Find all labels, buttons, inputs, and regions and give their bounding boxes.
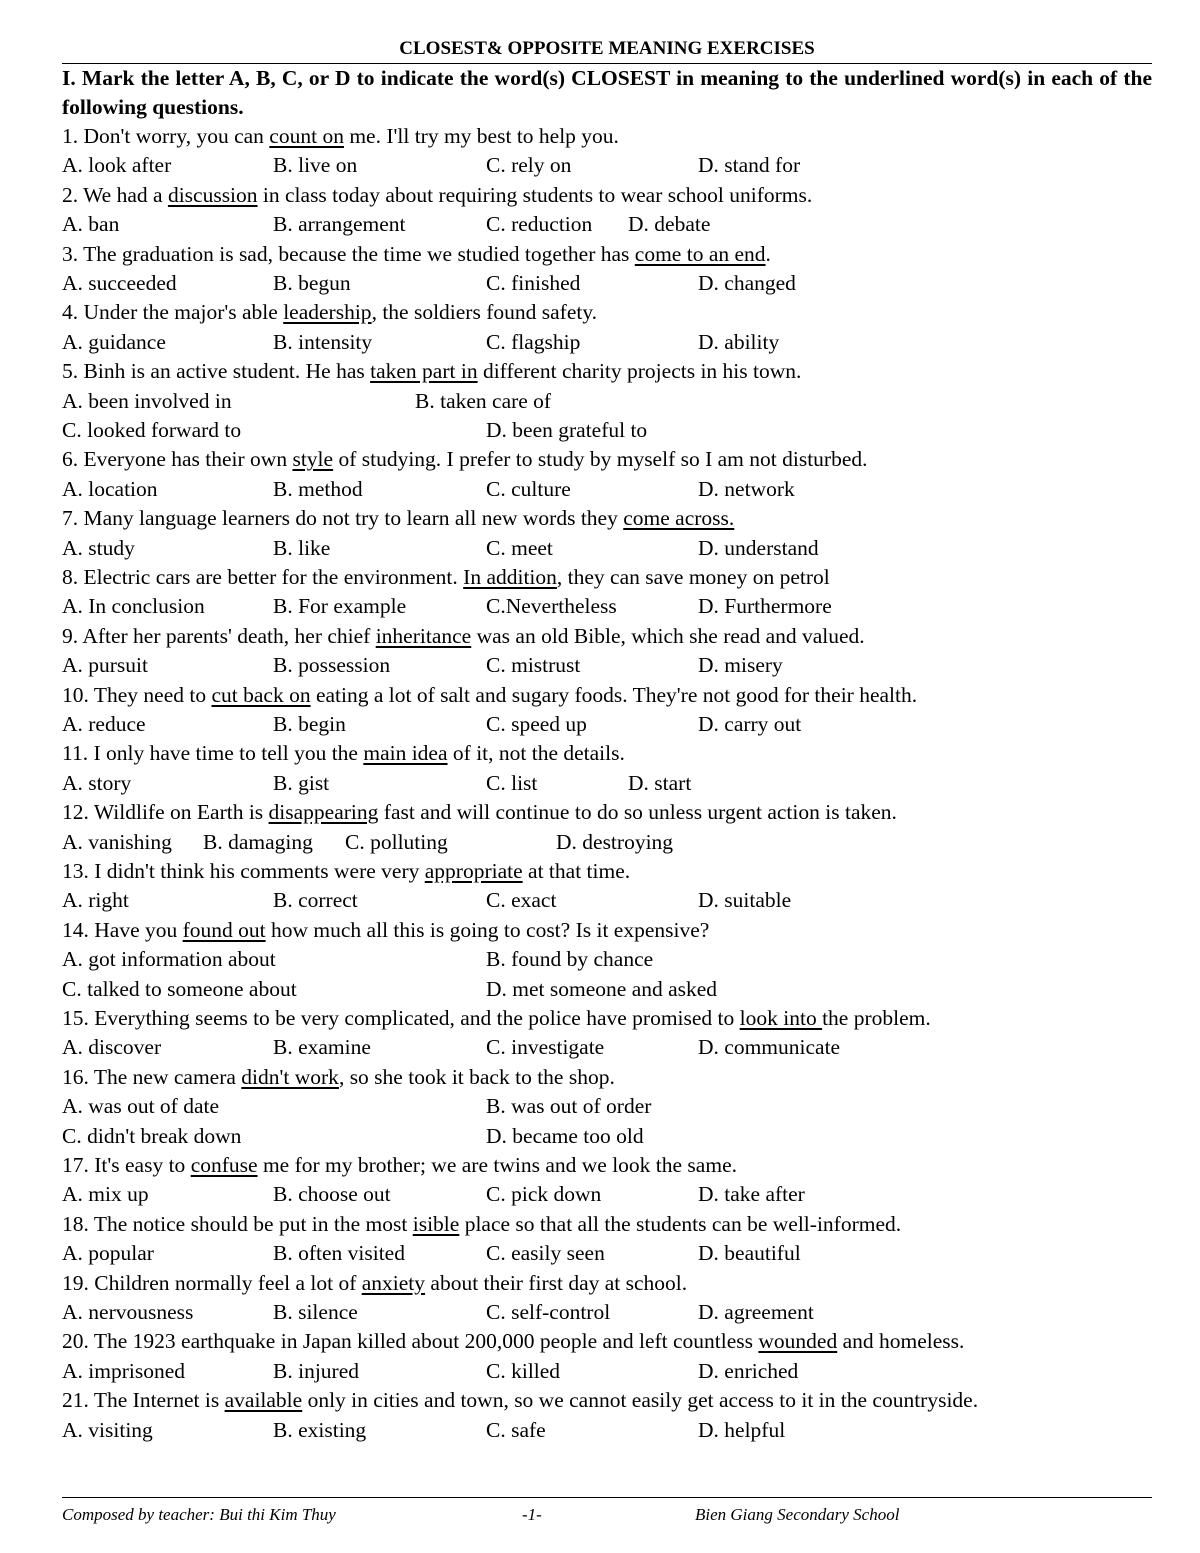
underlined-word: discussion <box>167 182 258 207</box>
answer-option[interactable]: B. injured <box>273 1358 359 1383</box>
answer-option[interactable]: C. looked forward to <box>62 417 242 442</box>
answer-option[interactable]: A. been involved in <box>62 388 232 413</box>
question-text: 21. The Internet is <box>62 1388 225 1413</box>
answer-option[interactable]: C. polluting <box>345 829 448 854</box>
underlined-word: disappearing <box>268 800 379 825</box>
question-text: 13. I didn't think his comments were very <box>62 858 425 883</box>
question-text: how much all this is going to cost? Is it expensive? <box>265 917 710 942</box>
question-stem <box>62 1151 1152 1180</box>
question-text: at that time. <box>522 858 631 883</box>
answer-option[interactable]: C. self-control <box>486 1299 611 1324</box>
answer-option[interactable]: C. speed up <box>486 711 587 736</box>
question-text: 8. Electric cars are better for the environment. <box>62 564 464 589</box>
answer-options <box>62 769 1152 798</box>
answer-option[interactable]: D. start <box>628 770 692 795</box>
answer-options <box>62 1357 1152 1386</box>
answer-option[interactable]: C. exact <box>486 888 557 913</box>
answer-option[interactable]: A. visiting <box>62 1417 153 1442</box>
question-list <box>62 122 1152 1445</box>
underlined-word: cut back on <box>211 682 311 707</box>
answer-option[interactable]: D. take after <box>698 1182 805 1207</box>
answer-options <box>62 328 1152 357</box>
underlined-word: appropriate <box>424 858 523 883</box>
answer-options <box>62 1298 1152 1327</box>
answer-option[interactable]: C.Nevertheless <box>486 594 617 619</box>
answer-option[interactable]: B. intensity <box>273 329 373 354</box>
answer-option[interactable]: B. begin <box>273 711 346 736</box>
underlined-word: isible <box>412 1211 460 1236</box>
document-page <box>62 36 1152 1445</box>
answer-option[interactable]: B. live on <box>273 153 358 178</box>
question-stem <box>62 1210 1152 1239</box>
answer-option[interactable]: A. imprisoned <box>62 1358 186 1383</box>
answer-option[interactable]: A. right <box>62 888 129 913</box>
answer-option[interactable]: C. investigate <box>486 1035 605 1060</box>
answer-option[interactable]: D. helpful <box>698 1417 786 1442</box>
question-text: of studying. I prefer to study by myself so I am not disturbed. <box>333 447 868 472</box>
question-text: 3. The graduation is sad, because the time we studied together has <box>62 241 635 266</box>
question-text: me for my brother; we are twins and we look the same. <box>257 1152 737 1177</box>
answer-option[interactable]: D. enriched <box>698 1358 799 1383</box>
answer-options <box>62 975 1152 1004</box>
answer-options <box>62 886 1152 915</box>
question-stem <box>62 1269 1152 1298</box>
answer-options <box>62 534 1152 563</box>
answer-options <box>62 1239 1152 1268</box>
answer-option[interactable]: C. easily seen <box>486 1241 605 1266</box>
answer-option[interactable]: D. destroying <box>556 829 674 854</box>
answer-option[interactable]: D. misery <box>698 653 783 678</box>
question-text: 7. Many language learners do not try to learn all new words they <box>62 506 624 531</box>
answer-option[interactable]: B. choose out <box>273 1182 391 1207</box>
answer-option[interactable]: A. guidance <box>62 329 166 354</box>
answer-option[interactable]: D. became too old <box>486 1123 644 1148</box>
answer-option[interactable]: A. discover <box>62 1035 162 1060</box>
answer-options <box>62 1033 1152 1062</box>
underlined-word: available <box>224 1388 303 1413</box>
answer-option[interactable]: D. suitable <box>698 888 792 913</box>
section-instruction: I. Mark the letter A, B, C, or D to indicate the word(s) CLOSEST in meaning to the underlined word(s) in each of the following questions. <box>62 66 1152 119</box>
answer-option[interactable]: A. story <box>62 770 132 795</box>
answer-options <box>62 651 1152 680</box>
answer-option[interactable]: B. found by chance <box>486 947 654 972</box>
question-text: only in cities and town, so we cannot easily get access to it in the countryside. <box>302 1388 979 1413</box>
answer-option[interactable]: A. ban <box>62 212 120 237</box>
answer-options <box>62 269 1152 298</box>
answer-option[interactable]: A. location <box>62 476 158 501</box>
answer-option[interactable]: A. reduce <box>62 711 146 736</box>
footer-page-number: -1- <box>522 1505 542 1524</box>
page-footer <box>62 1497 1152 1524</box>
question-stem <box>62 563 1152 592</box>
answer-option[interactable]: B. taken care of <box>415 388 552 413</box>
answer-options <box>62 945 1152 974</box>
answer-options <box>62 1180 1152 1209</box>
question-stem <box>62 739 1152 768</box>
question-text: 18. The notice should be put in the most <box>62 1211 413 1236</box>
answer-options <box>62 416 1152 445</box>
question-text: 17. It's easy to <box>62 1152 191 1177</box>
underlined-word: look into <box>739 1005 823 1030</box>
underlined-word: wounded <box>758 1329 838 1354</box>
underlined-word: come across. <box>623 506 735 531</box>
answer-option[interactable]: B. begun <box>273 271 351 295</box>
answer-options <box>62 828 1152 857</box>
question-text: fast and will continue to do so unless urgent action is taken. <box>378 800 897 825</box>
question-text: different charity projects in his town. <box>477 359 802 384</box>
answer-options <box>62 387 1152 416</box>
underlined-word: taken part in <box>370 359 478 384</box>
footer-school: Bien Giang Secondary School <box>695 1505 900 1524</box>
question-text: , so she took it back to the shop. <box>338 1064 615 1089</box>
underlined-word: count on <box>269 124 344 148</box>
answer-option[interactable]: B. possession <box>273 653 391 678</box>
underlined-word: found out <box>182 917 266 942</box>
underlined-word: anxiety <box>361 1270 426 1295</box>
question-stem <box>62 504 1152 533</box>
answer-option[interactable]: A. pursuit <box>62 653 148 678</box>
answer-option[interactable]: C. pick down <box>486 1182 602 1207</box>
answer-option[interactable]: D. met someone and asked <box>486 976 718 1001</box>
question-text: 9. After her parents' death, her chief <box>62 623 376 648</box>
question-stem <box>62 681 1152 710</box>
answer-option[interactable]: B. often visited <box>273 1241 405 1266</box>
answer-option[interactable]: B. examine <box>273 1035 371 1060</box>
answer-options <box>62 210 1152 239</box>
question-text: in class today about requiring students to wear school uniforms. <box>257 182 813 207</box>
answer-option[interactable]: A. study <box>62 535 135 560</box>
question-text: 14. Have you <box>62 917 183 942</box>
question-stem <box>62 1327 1152 1356</box>
answer-option[interactable]: C. reduction <box>486 212 593 237</box>
question-stem <box>62 240 1152 269</box>
question-stem <box>62 857 1152 886</box>
question-text: place so that all the students can be well-informed. <box>459 1211 902 1236</box>
answer-option[interactable]: B. arrangement <box>273 212 406 237</box>
answer-option[interactable]: B. silence <box>273 1299 358 1324</box>
question-stem <box>62 181 1152 210</box>
question-text: 6. Everyone has their own <box>62 447 293 472</box>
question-stem <box>62 798 1152 827</box>
question-text: of it, not the details. <box>447 741 625 766</box>
answer-option[interactable]: B. method <box>273 476 363 501</box>
answer-option[interactable]: D. carry out <box>698 711 802 736</box>
question-stem <box>62 122 1152 151</box>
answer-option[interactable]: D. stand for <box>698 153 801 178</box>
answer-option[interactable]: B. gist <box>273 770 330 795</box>
answer-option[interactable]: D. agreement <box>698 1299 814 1324</box>
question-text: 4. Under the major's able <box>62 300 284 325</box>
answer-option[interactable]: C. finished <box>486 271 581 295</box>
question-stem <box>62 1004 1152 1033</box>
answer-option[interactable]: B. damaging <box>203 829 313 854</box>
question-text: 11. I only have time to tell you the <box>62 741 364 766</box>
underlined-word: In addition <box>463 564 557 589</box>
question-text: and homeless. <box>837 1329 965 1354</box>
answer-option[interactable]: B. correct <box>273 888 358 913</box>
answer-option[interactable]: C. culture <box>486 476 571 501</box>
question-stem <box>62 357 1152 386</box>
answer-option[interactable]: A. popular <box>62 1241 154 1266</box>
question-text: , the soldiers found safety. <box>371 300 598 325</box>
answer-options <box>62 151 1152 180</box>
question-text: 10. They need to <box>62 682 212 707</box>
answer-option[interactable]: C. talked to someone about <box>62 976 297 1001</box>
question-stem <box>62 1063 1152 1092</box>
underlined-word: inheritance <box>375 623 472 648</box>
answer-option[interactable]: D. communicate <box>698 1035 841 1060</box>
answer-option[interactable]: C. didn't break down <box>62 1123 242 1148</box>
question-text: was an old Bible, which she read and valued. <box>471 623 865 648</box>
answer-option[interactable]: D. beautiful <box>698 1241 801 1266</box>
answer-options <box>62 710 1152 739</box>
answer-option[interactable]: C. meet <box>486 535 553 560</box>
underlined-word: main idea <box>363 741 448 766</box>
answer-options <box>62 1092 1152 1121</box>
answer-option[interactable]: A. vanishing <box>62 829 172 854</box>
answer-option[interactable]: A. mix up <box>62 1182 149 1207</box>
question-text: the problem. <box>822 1005 931 1030</box>
page-title: CLOSEST& OPPOSITE MEANING EXERCISES <box>399 38 815 59</box>
answer-option[interactable]: A. In conclusion <box>62 594 205 619</box>
answer-option[interactable]: B. like <box>273 535 331 560</box>
answer-option[interactable]: D. understand <box>698 535 819 560</box>
answer-options <box>62 475 1152 504</box>
answer-option[interactable]: D. debate <box>628 212 711 237</box>
question-stem <box>62 1386 1152 1415</box>
answer-option[interactable]: C. flagship <box>486 329 581 354</box>
question-stem <box>62 916 1152 945</box>
answer-option[interactable]: C. safe <box>486 1417 546 1442</box>
answer-option[interactable]: C. rely on <box>486 153 572 178</box>
answer-option[interactable]: D. changed <box>698 271 796 295</box>
question-stem <box>62 622 1152 651</box>
answer-option[interactable]: A. got information about <box>62 947 276 972</box>
underlined-word: didn't work <box>241 1064 339 1089</box>
underlined-word: come to an end <box>634 241 766 266</box>
answer-option[interactable]: A. was out of date <box>62 1094 220 1119</box>
answer-option[interactable]: C. mistrust <box>486 653 581 678</box>
question-text: , they can save money on petrol <box>556 564 830 589</box>
answer-option[interactable]: D. been grateful to <box>486 417 648 442</box>
answer-options <box>62 592 1152 621</box>
question-text: eating a lot of salt and sugary foods. They're not good for their health. <box>310 682 918 707</box>
answer-option[interactable]: B. existing <box>273 1417 367 1442</box>
question-text: 19. Children normally feel a lot of <box>62 1270 362 1295</box>
question-text: 15. Everything seems to be very complicated, and the police have promised to <box>62 1005 740 1030</box>
question-text: about their first day at school. <box>425 1270 688 1295</box>
answer-option[interactable]: A. succeeded <box>62 271 177 295</box>
question-stem <box>62 298 1152 327</box>
question-text: 16. The new camera <box>62 1064 242 1089</box>
question-text: 2. We had a <box>62 182 168 207</box>
answer-option[interactable]: D. ability <box>698 329 780 354</box>
answer-option[interactable]: B. was out of order <box>486 1094 652 1119</box>
footer-author: Composed by teacher: Bui thi Kim Thuy <box>62 1505 336 1524</box>
question-text: 1. Don't worry, you can <box>62 124 270 148</box>
answer-option[interactable]: C. list <box>486 770 538 795</box>
question-text: me. I'll try my best to help you. <box>343 124 619 148</box>
question-text: 20. The 1923 earthquake in Japan killed about 200,000 people and left countless <box>62 1329 759 1354</box>
answer-option[interactable]: B. For example <box>273 594 407 619</box>
question-text: 12. Wildlife on Earth is <box>62 800 269 825</box>
question-text: 5. Binh is an active student. He has <box>62 359 371 384</box>
question-text: . <box>765 241 771 266</box>
answer-options <box>62 1416 1152 1445</box>
underlined-word: style <box>292 447 334 472</box>
question-stem <box>62 445 1152 474</box>
underlined-word: leadership <box>283 300 372 325</box>
answer-option[interactable]: C. killed <box>486 1358 561 1383</box>
underlined-word: confuse <box>190 1152 258 1177</box>
answer-option[interactable]: D. Furthermore <box>698 594 832 619</box>
answer-option[interactable]: D. network <box>698 476 795 501</box>
answer-option[interactable]: A. look after <box>62 153 172 178</box>
answer-options <box>62 1122 1152 1151</box>
answer-option[interactable]: A. nervousness <box>62 1299 194 1324</box>
